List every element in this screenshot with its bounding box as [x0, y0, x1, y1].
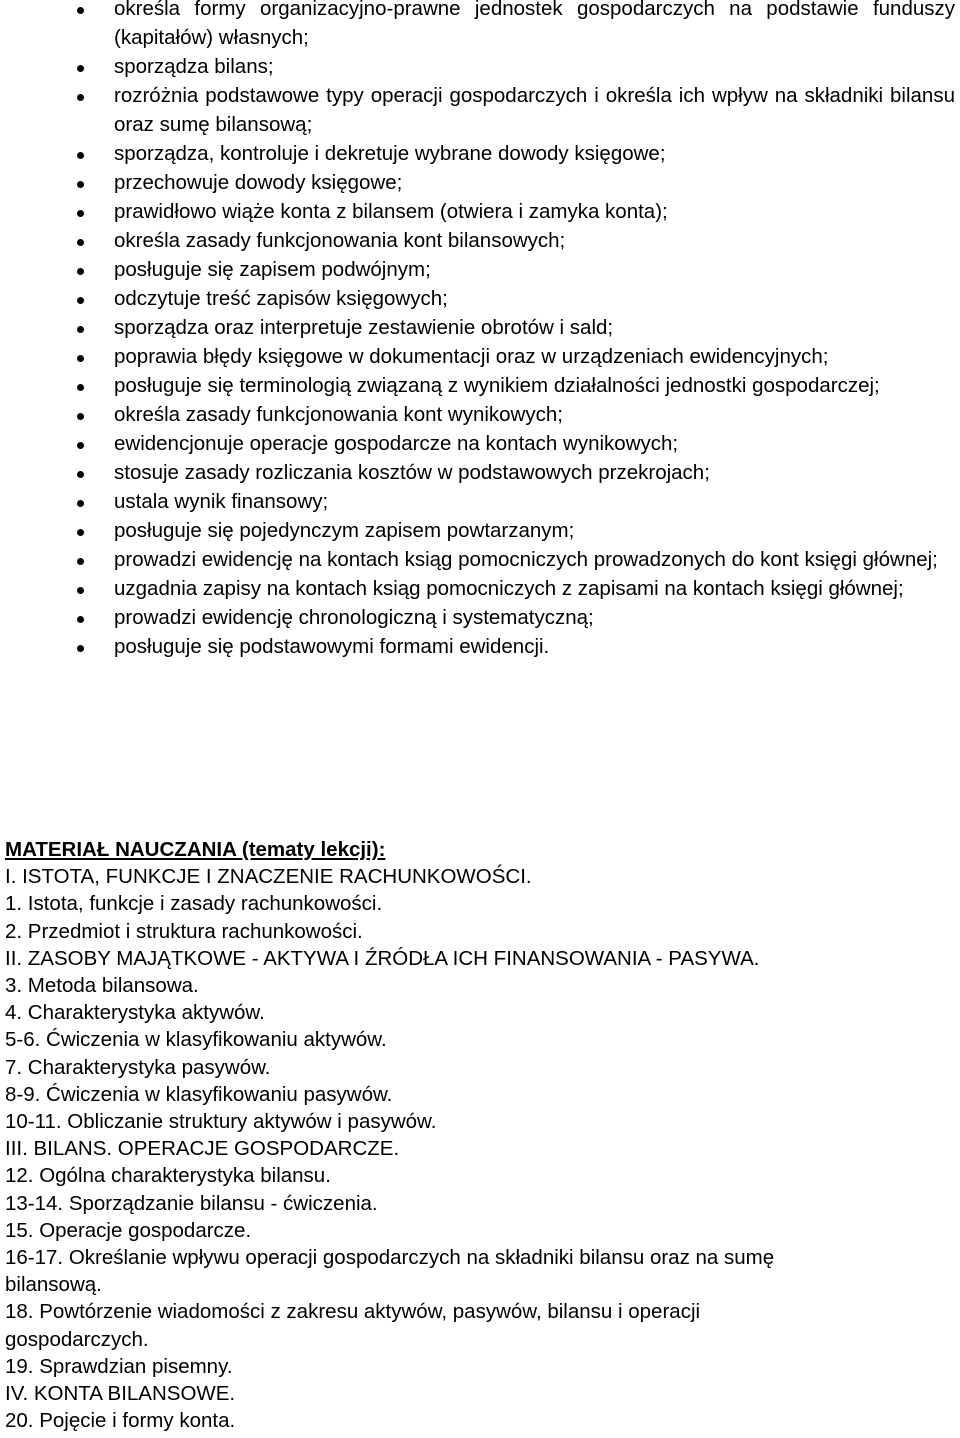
bullet-text: określa formy organizacyjno-prawne jednostek gospodarczych na podstawie funduszy (kapitałów) własnych; — [114, 0, 955, 49]
bullet-text: sporządza oraz interpretuje zestawienie obrotów i sald; — [114, 316, 614, 339]
bullet-dot-icon — [77, 94, 84, 101]
bullet-text: odczytuje treść zapisów księgowych; — [114, 287, 448, 310]
bullet-item — [0, 545, 960, 574]
materials-line: 19. Sprawdzian pisemny. — [5, 1354, 233, 1378]
bullet-dot-icon — [77, 152, 84, 159]
bullet-text: posługuje się terminologią związaną z wynikiem działalności jednostki gospodarczej; — [114, 374, 880, 397]
bullet-dot-icon — [77, 471, 84, 478]
bullet-dot-icon — [77, 500, 84, 507]
bullet-dot-icon — [77, 384, 84, 391]
materials-line: 13-14. Sporządzanie bilansu - ćwiczenia. — [5, 1191, 378, 1215]
bullet-text: poprawia błędy księgowe w dokumentacji oraz w urządzeniach ewidencyjnych; — [114, 345, 829, 368]
bullet-dot-icon — [77, 442, 84, 449]
materials-line: II. ZASOBY MAJĄTKOWE - AKTYWA I ŹRÓDŁA ICH FINANSOWANIA - PASYWA. — [5, 946, 760, 970]
bullet-text: prowadzi ewidencję chronologiczną i systematyczną; — [114, 606, 594, 629]
bullet-text: posługuje się zapisem podwójnym; — [114, 258, 431, 281]
bullet-item — [0, 632, 960, 661]
bullet-item — [0, 52, 960, 81]
bullet-dot-icon — [77, 587, 84, 594]
bullet-dot-icon — [77, 7, 84, 14]
materials-line: IV. KONTA BILANSOWE. — [5, 1382, 236, 1406]
bullet-text: stosuje zasady rozliczania kosztów w podstawowych przekrojach; — [114, 461, 710, 484]
materials-line: 15. Operacje gospodarcze. — [5, 1218, 252, 1242]
bullet-item — [0, 226, 960, 255]
materials-line: 3. Metoda bilansowa. — [5, 974, 199, 998]
bullet-text: określa zasady funkcjonowania kont bilansowych; — [114, 229, 566, 252]
bullet-text: posługuje się podstawowymi formami ewidencji. — [114, 635, 550, 658]
materials-line: 12. Ogólna charakterystyka bilansu. — [5, 1164, 331, 1188]
skills-bullet-list — [0, 0, 960, 661]
bullet-item — [0, 342, 960, 371]
materials-line: 20. Pojęcie i formy konta. — [5, 1409, 236, 1433]
materials-line: bilansową. — [5, 1273, 102, 1297]
bullet-dot-icon — [77, 645, 84, 652]
bullet-dot-icon — [77, 239, 84, 246]
bullet-item — [0, 371, 960, 400]
bullet-dot-icon — [77, 65, 84, 72]
materials-line: 18. Powtórzenie wiadomości z zakresu aktywów, pasywów, bilansu i operacji — [5, 1300, 701, 1324]
materials-line: III. BILANS. OPERACJE GOSPODARCZE. — [5, 1137, 400, 1161]
materials-line: 8-9. Ćwiczenia w klasyfikowaniu pasywów. — [5, 1082, 393, 1106]
bullet-text: ustala wynik finansowy; — [114, 490, 329, 513]
bullet-item — [0, 487, 960, 516]
bullet-text: określa zasady funkcjonowania kont wynikowych; — [114, 403, 563, 426]
bullet-dot-icon — [77, 558, 84, 565]
bullet-dot-icon — [77, 268, 84, 275]
bullet-text: rozróżnia podstawowe typy operacji gospodarczych i określa ich wpływ na składniki bilansu oraz sumę bilansową; — [114, 84, 955, 136]
materials-line: 10-11. Obliczanie struktury aktywów i pasywów. — [5, 1110, 437, 1134]
bullet-text: ewidencjonuje operacje gospodarcze na kontach wynikowych; — [114, 432, 679, 455]
bullet-text: posługuje się pojedynczym zapisem powtarzanym; — [114, 519, 575, 542]
materials-line: 2. Przedmiot i struktura rachunkowości. — [5, 919, 363, 943]
bullet-item — [0, 139, 960, 168]
bullet-item — [0, 574, 960, 603]
bullet-dot-icon — [77, 355, 84, 362]
bullet-text: prowadzi ewidencję na kontach ksiąg pomocniczych prowadzonych do kont księgi głównej; — [114, 548, 938, 571]
bullet-dot-icon — [77, 210, 84, 217]
bullet-item — [0, 400, 960, 429]
bullet-dot-icon — [77, 413, 84, 420]
bullet-dot-icon — [77, 297, 84, 304]
bullet-item — [0, 313, 960, 342]
materials-line: 5-6. Ćwiczenia w klasyfikowaniu aktywów. — [5, 1028, 387, 1052]
bullet-text: sporządza bilans; — [114, 55, 274, 78]
bullet-item — [0, 168, 960, 197]
materials-line: I. ISTOTA, FUNKCJE I ZNACZENIE RACHUNKOWOŚCI. — [5, 865, 532, 889]
bullet-item — [0, 603, 960, 632]
bullet-item — [0, 81, 960, 139]
materials-line: 7. Charakterystyka pasywów. — [5, 1055, 271, 1079]
materials-line: 1. Istota, funkcje i zasady rachunkowości. — [5, 892, 383, 916]
materials-line: 4. Charakterystyka aktywów. — [5, 1001, 265, 1025]
bullet-dot-icon — [77, 326, 84, 333]
bullet-text: przechowuje dowody księgowe; — [114, 171, 403, 194]
bullet-item — [0, 429, 960, 458]
bullet-item — [0, 0, 960, 52]
bullet-item — [0, 284, 960, 313]
bullet-dot-icon — [77, 181, 84, 188]
bullet-item — [0, 516, 960, 545]
materials-heading: MATERIAŁ NAUCZANIA (tematy lekcji): — [5, 838, 386, 861]
bullet-item — [0, 197, 960, 226]
materials-line: gospodarczych. — [5, 1327, 149, 1351]
bullet-item — [0, 255, 960, 284]
teaching-materials-section — [5, 836, 935, 1434]
bullet-item — [0, 458, 960, 487]
bullet-dot-icon — [77, 616, 84, 623]
bullet-text: prawidłowo wiąże konta z bilansem (otwiera i zamyka konta); — [114, 200, 668, 223]
bullet-text: uzgadnia zapisy na kontach ksiąg pomocniczych z zapisami na kontach księgi głównej; — [114, 577, 904, 600]
materials-line: 16-17. Określanie wpływu operacji gospodarczych na składniki bilansu oraz na sumę — [5, 1246, 775, 1270]
bullet-dot-icon — [77, 529, 84, 536]
bullet-text: sporządza, kontroluje i dekretuje wybrane dowody księgowe; — [114, 142, 666, 165]
